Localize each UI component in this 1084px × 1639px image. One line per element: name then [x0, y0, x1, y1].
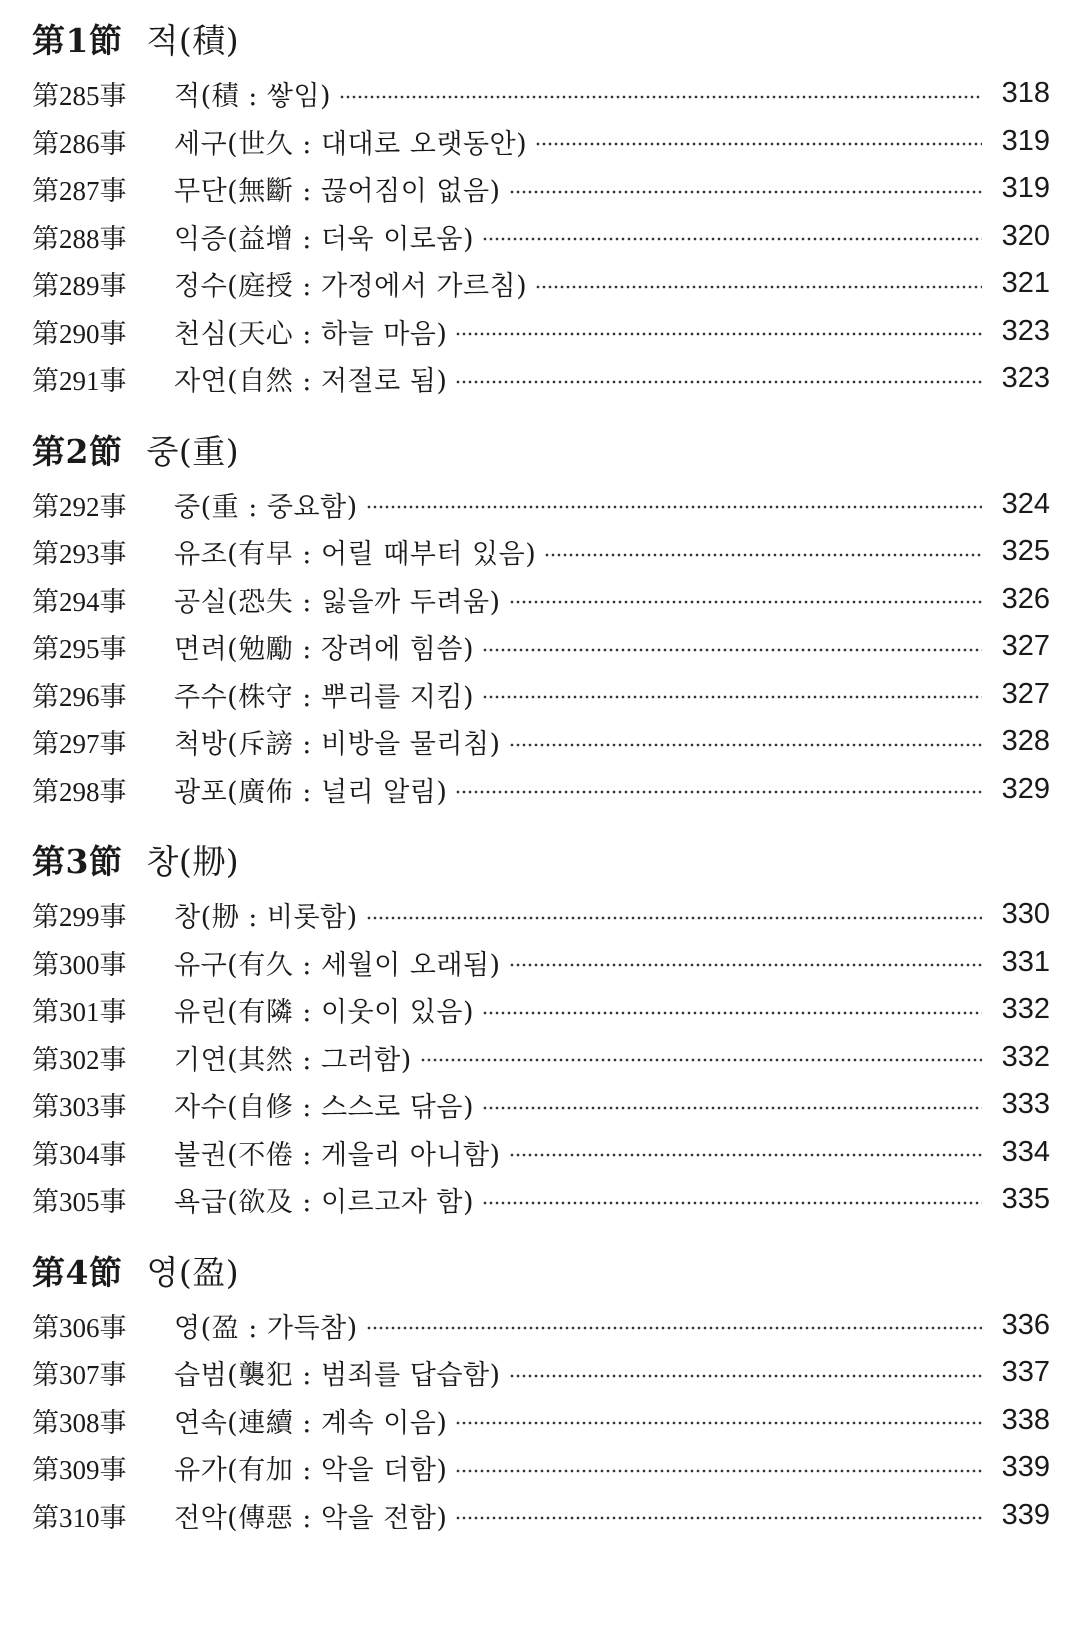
entry-title: 면려(勉勵 : 장려에 힘씀)	[174, 634, 474, 666]
toc-entry[interactable]	[32, 1302, 1050, 1350]
entry-title: 유가(有加 : 악을 더함)	[174, 1455, 448, 1487]
entry-number: 第303事	[32, 1092, 127, 1123]
dot-leader	[455, 1421, 982, 1425]
section-number: 第3節	[32, 842, 123, 881]
entry-title: 불권(不倦 : 게을리 아니함)	[174, 1139, 501, 1171]
entry-title: 무단(無斷 : 끊어짐이 없음)	[174, 176, 501, 208]
entry-page: 323	[1001, 362, 1050, 395]
entry-page: 320	[1001, 219, 1050, 252]
dot-leader	[366, 916, 982, 920]
entry-page: 323	[1001, 314, 1050, 347]
entry-number: 第298事	[32, 776, 127, 807]
section-2	[32, 429, 1050, 814]
toc-entry[interactable]	[32, 891, 1050, 939]
entry-title: 습범(襲犯 : 범죄를 답습함)	[174, 1360, 501, 1392]
entry-number: 第306事	[32, 1312, 127, 1343]
entry-title: 공실(恐失 : 잃을까 두려움)	[174, 586, 501, 618]
dot-leader	[509, 963, 982, 967]
entry-title: 적(積 : 쌓임)	[174, 81, 332, 113]
entry-number: 第293事	[32, 539, 127, 570]
entry-title: 기연(其然 : 그러함)	[174, 1044, 412, 1076]
dot-leader	[482, 1201, 982, 1205]
toc-entry[interactable]	[32, 623, 1050, 671]
entry-title: 정수(庭授 : 가정에서 가르침)	[174, 271, 528, 303]
dot-leader	[482, 648, 982, 652]
section-name: 적(積)	[146, 21, 240, 60]
entry-page: 334	[1001, 1135, 1050, 1168]
entry-title: 연속(連續 : 계속 이음)	[174, 1407, 448, 1439]
entry-number: 第289事	[32, 271, 127, 302]
dot-leader	[482, 237, 982, 241]
entry-title: 주수(株守 : 뿌리를 지킴)	[174, 681, 474, 713]
entry-title: 익증(益增 : 더욱 이로움)	[174, 223, 474, 255]
entry-number: 第287事	[32, 176, 127, 207]
entry-number: 第296事	[32, 681, 127, 712]
entry-number: 第309事	[32, 1455, 127, 1486]
entry-title: 유조(有早 : 어릴 때부터 있음)	[174, 539, 537, 571]
toc-entry[interactable]	[32, 118, 1050, 166]
entry-page: 321	[1001, 267, 1050, 300]
toc-entry[interactable]	[32, 355, 1050, 403]
entry-title: 광포(廣佈 : 널리 알림)	[174, 776, 448, 808]
toc-entry[interactable]	[32, 671, 1050, 719]
entry-page: 328	[1001, 725, 1050, 758]
entry-number: 第310事	[32, 1502, 127, 1533]
entry-number: 第307事	[32, 1360, 127, 1391]
toc-entry[interactable]	[32, 1397, 1050, 1445]
entry-page: 335	[1001, 1183, 1050, 1216]
section-heading	[32, 429, 1050, 475]
toc-entry[interactable]	[32, 1349, 1050, 1397]
section-heading	[32, 1250, 1050, 1296]
toc-entry[interactable]	[32, 308, 1050, 356]
toc-entry[interactable]	[32, 213, 1050, 261]
entry-number: 第291事	[32, 366, 127, 397]
entry-title: 세구(世久 : 대대로 오랫동안)	[174, 128, 528, 160]
entry-title: 유구(有久 : 세월이 오래됨)	[174, 949, 501, 981]
entry-page: 336	[1001, 1308, 1050, 1341]
entry-number: 第304事	[32, 1139, 127, 1170]
toc-entry[interactable]	[32, 1444, 1050, 1492]
entry-page: 339	[1001, 1451, 1050, 1484]
entry-number: 第297事	[32, 729, 127, 760]
section-4	[32, 1250, 1050, 1540]
dot-leader	[366, 505, 982, 509]
toc-entry[interactable]	[32, 481, 1050, 529]
dot-leader	[509, 1374, 982, 1378]
toc-entry[interactable]	[32, 1129, 1050, 1177]
toc-entry[interactable]	[32, 1081, 1050, 1129]
entry-page: 319	[1001, 124, 1050, 157]
toc-entry[interactable]	[32, 528, 1050, 576]
toc-entry[interactable]	[32, 766, 1050, 814]
entry-number: 第288事	[32, 223, 127, 254]
entry-title: 욕급(欲及 : 이르고자 함)	[174, 1187, 474, 1219]
entry-page: 325	[1001, 535, 1050, 568]
section-name: 영(盈)	[146, 1252, 240, 1292]
entry-page: 329	[1001, 772, 1050, 805]
entry-title: 중(重 : 중요함)	[174, 491, 358, 523]
entry-number: 第301事	[32, 997, 127, 1028]
toc-entry[interactable]	[32, 260, 1050, 308]
dot-leader	[455, 790, 982, 794]
entry-number: 第290事	[32, 318, 127, 349]
entry-page: 332	[1001, 1040, 1050, 1073]
toc-entry[interactable]	[32, 939, 1050, 987]
entry-number: 第302事	[32, 1044, 127, 1075]
dot-leader	[455, 1516, 982, 1520]
entry-title: 척방(斥謗 : 비방을 물리침)	[174, 729, 501, 761]
dot-leader	[509, 1153, 982, 1157]
section-name: 창(刱)	[146, 842, 240, 881]
toc-entry[interactable]	[32, 1034, 1050, 1082]
dot-leader	[509, 600, 982, 604]
entry-page: 326	[1001, 582, 1050, 615]
dot-leader	[509, 190, 982, 194]
entry-number: 第300事	[32, 949, 127, 980]
entry-title: 영(盈 : 가득참)	[174, 1312, 358, 1344]
section-number: 第2節	[32, 431, 123, 471]
entry-number: 第285事	[32, 81, 127, 112]
section-heading	[32, 839, 1050, 885]
toc-entry[interactable]	[32, 70, 1050, 118]
entry-page: 324	[1001, 487, 1050, 520]
entry-number: 第299事	[32, 902, 127, 933]
toc-entry[interactable]	[32, 165, 1050, 213]
entry-title: 자연(自然 : 저절로 됨)	[174, 366, 448, 398]
entry-title: 창(刱 : 비롯함)	[174, 902, 358, 934]
dot-leader	[455, 380, 982, 384]
dot-leader	[366, 1326, 982, 1330]
entry-number: 第295事	[32, 634, 127, 665]
toc-entry[interactable]	[32, 576, 1050, 624]
section-1	[32, 18, 1050, 403]
entry-number: 第305事	[32, 1187, 127, 1218]
dot-leader	[535, 285, 982, 289]
dot-leader	[420, 1058, 982, 1062]
dot-leader	[482, 1106, 982, 1110]
entry-page: 319	[1001, 172, 1050, 205]
section-name: 중(重)	[146, 431, 240, 471]
entry-number: 第292事	[32, 491, 127, 522]
dot-leader	[544, 553, 982, 557]
toc-entry[interactable]	[32, 1492, 1050, 1540]
entry-page: 318	[1001, 77, 1050, 110]
entry-title: 전악(傳惡 : 악을 전함)	[174, 1502, 448, 1534]
entry-page: 332	[1001, 993, 1050, 1026]
dot-leader	[455, 1469, 982, 1473]
entry-title: 유린(有隣 : 이웃이 있음)	[174, 997, 474, 1029]
entry-number: 第308事	[32, 1407, 127, 1438]
entry-number: 第286事	[32, 128, 127, 159]
entry-page: 333	[1001, 1088, 1050, 1121]
dot-leader	[509, 743, 982, 747]
toc-entry[interactable]	[32, 986, 1050, 1034]
section-3	[32, 839, 1050, 1224]
dot-leader	[339, 95, 982, 99]
entry-page: 327	[1001, 677, 1050, 710]
dot-leader	[482, 695, 982, 699]
toc-entry[interactable]	[32, 718, 1050, 766]
entry-page: 331	[1001, 945, 1050, 978]
entry-page: 327	[1001, 630, 1050, 663]
section-number: 第1節	[32, 21, 123, 60]
entry-title: 자수(自修 : 스스로 닦음)	[174, 1092, 474, 1124]
dot-leader	[455, 332, 982, 336]
entry-number: 第294事	[32, 586, 127, 617]
dot-leader	[482, 1011, 982, 1015]
entry-page: 330	[1001, 898, 1050, 931]
section-heading	[32, 18, 1050, 64]
entry-page: 337	[1001, 1356, 1050, 1389]
entry-title: 천심(天心 : 하늘 마음)	[174, 318, 448, 350]
entry-page: 339	[1001, 1498, 1050, 1531]
section-number: 第4節	[32, 1252, 123, 1292]
entry-page: 338	[1001, 1403, 1050, 1436]
toc-entry[interactable]	[32, 1176, 1050, 1224]
dot-leader	[535, 142, 982, 146]
